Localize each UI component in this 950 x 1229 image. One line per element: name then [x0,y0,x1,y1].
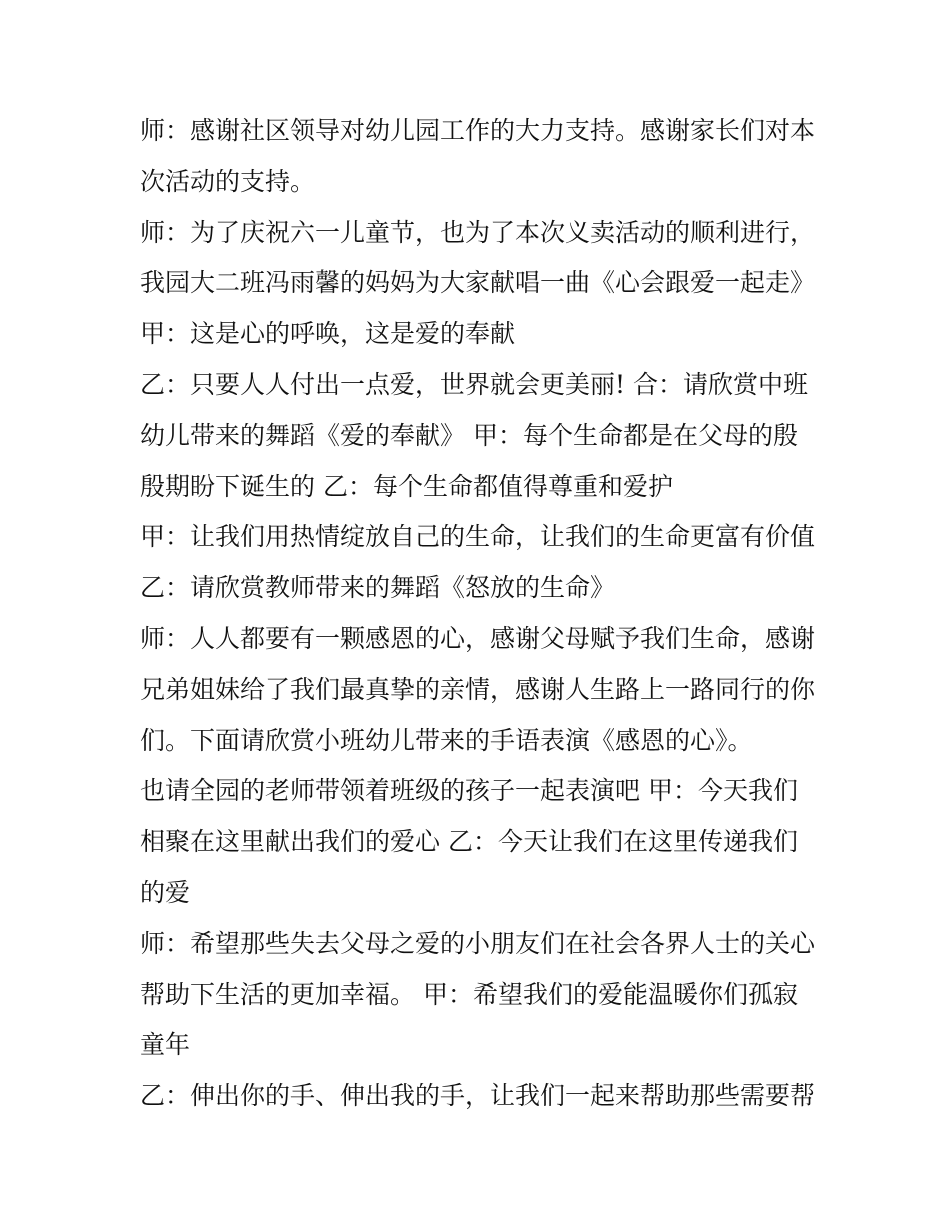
document-body [140,106,820,1122]
text-line: 师：为了庆祝六一儿童节，也为了本次义卖活动的顺利进行， [140,217,816,247]
text-line: 乙：请欣赏教师带来的舞蹈《怒放的生命》 [140,573,616,603]
text-line: 甲：这是心的呼唤，这是爱的奉献 [140,319,516,349]
text-line: 童年 [140,1030,191,1060]
text-line: 次活动的支持。 [140,166,316,196]
text-line: 的爱 [140,877,191,907]
text-line: 师：人人都要有一颗感恩的心，感谢父母赋予我们生命，感谢 [140,623,816,653]
text-line: 乙：只要人人付出一点爱，世界就会更美丽! 合：请欣赏中班 [140,369,808,399]
text-line: 们。下面请欣赏小班幼儿带来的手语表演《感恩的心》。 [140,725,753,755]
text-line: 殷期盼下诞生的 乙：每个生命都值得尊重和爱护 [140,471,673,501]
text-line: 师：感谢社区领导对幼儿园工作的大力支持。感谢家长们对本 [140,116,816,145]
text-line: 帮助下生活的更加幸福。 甲：希望我们的爱能温暖你们孤寂 [140,979,798,1009]
text-line: 兄弟姐妹给了我们最真挚的亲情，感谢人生路上一路同行的你 [140,674,816,704]
text-line: 也请全园的老师带领着班级的孩子一起表演吧 甲：今天我们 [140,776,798,806]
text-line: 师：希望那些失去父母之爱的小朋友们在社会各界人士的关心 [140,928,816,958]
text-line: 乙：伸出你的手、伸出我的手，让我们一起来帮助那些需要帮 [140,1081,816,1111]
text-line: 我园大二班冯雨馨的妈妈为大家献唱一曲《心会跟爱一起走》 [140,268,816,298]
text-line: 相聚在这里献出我们的爱心 乙：今天让我们在这里传递我们 [140,827,798,857]
text-line: 甲：让我们用热情绽放自己的生命，让我们的生命更富有价值 [140,522,816,552]
text-line: 幼儿带来的舞蹈《爱的奉献》 甲：每个生命都是在父母的殷 [140,420,798,450]
